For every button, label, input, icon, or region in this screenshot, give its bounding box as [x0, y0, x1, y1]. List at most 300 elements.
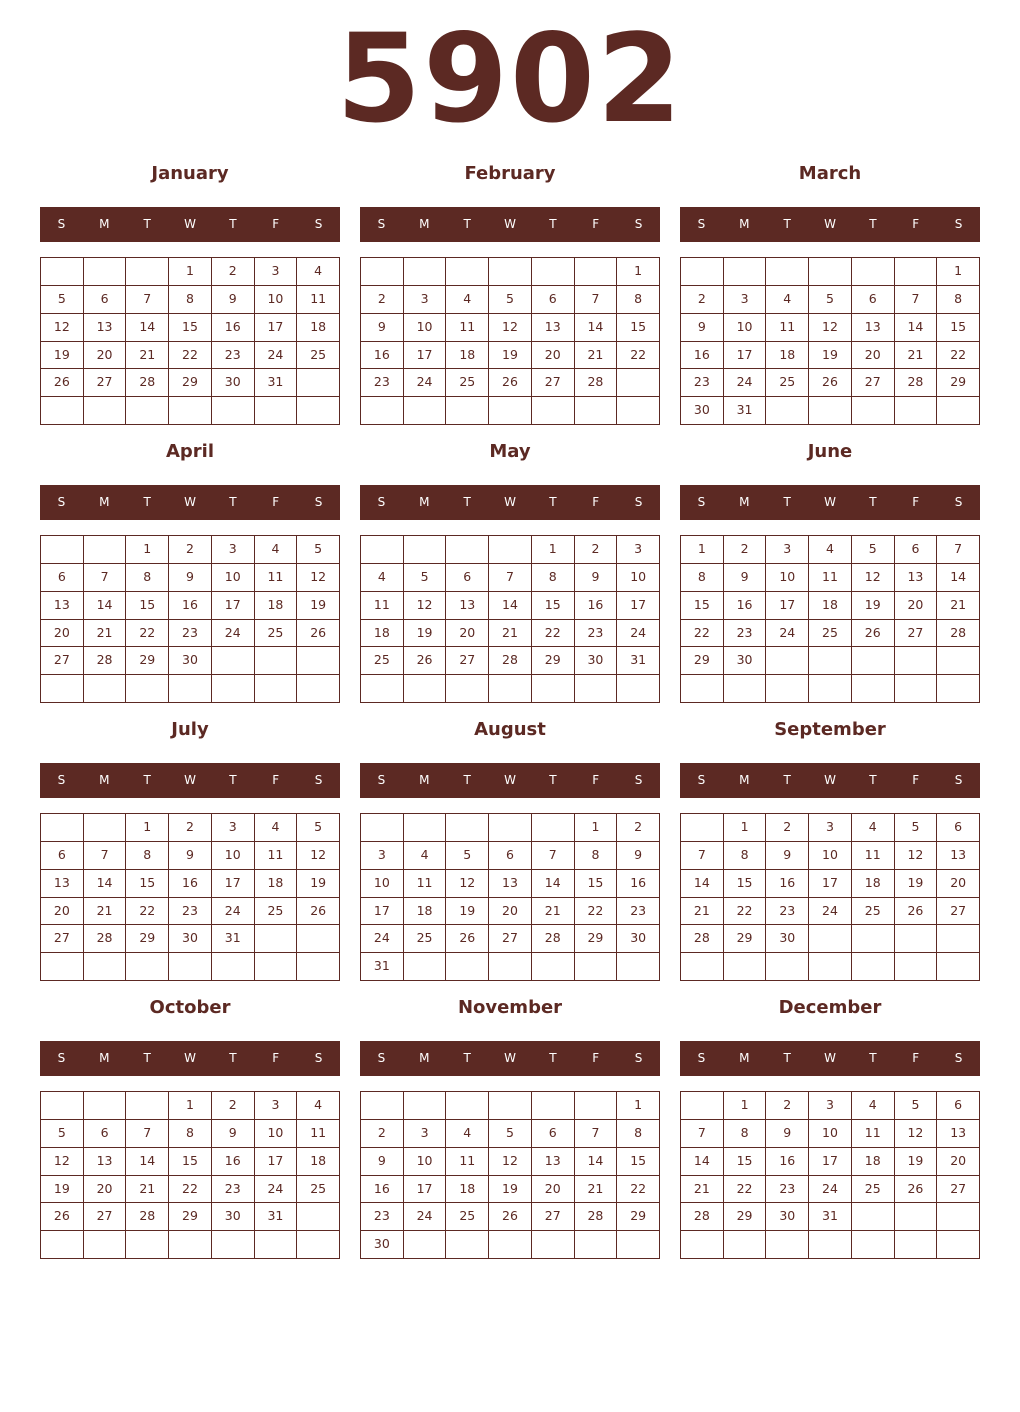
weekday-label: T: [783, 217, 791, 231]
empty-cell: [895, 1231, 938, 1259]
empty-cell: [724, 953, 767, 981]
day-cell: 26: [809, 369, 852, 397]
day-cell: 21: [84, 898, 127, 926]
day-cell: 19: [895, 1148, 938, 1176]
empty-cell: [575, 675, 618, 703]
empty-cell: [41, 953, 84, 981]
day-cell: 20: [489, 898, 532, 926]
day-cell: 20: [84, 342, 127, 370]
day-cell: 15: [681, 592, 724, 620]
month-name: May: [489, 441, 531, 462]
weekday-label: T: [229, 773, 237, 787]
empty-cell: [809, 258, 852, 286]
day-cell: 14: [937, 564, 980, 592]
day-cell: 25: [809, 620, 852, 648]
day-cell: 11: [766, 314, 809, 342]
empty-cell: [617, 397, 660, 425]
empty-cell: [766, 953, 809, 981]
day-cell: 18: [297, 1148, 340, 1176]
day-cell: 29: [126, 925, 169, 953]
empty-cell: [255, 647, 298, 675]
empty-cell: [852, 1203, 895, 1231]
empty-cell: [404, 258, 447, 286]
weekday-label: M: [739, 1051, 750, 1065]
day-cell: 5: [895, 1092, 938, 1120]
empty-cell: [489, 953, 532, 981]
weekday-label: F: [592, 1051, 600, 1065]
day-cell: 7: [126, 1120, 169, 1148]
day-cell: 29: [937, 369, 980, 397]
day-cell: 2: [169, 814, 212, 842]
day-cell: 13: [446, 592, 489, 620]
day-cell: 3: [404, 286, 447, 314]
day-cell: 29: [126, 647, 169, 675]
empty-cell: [681, 1092, 724, 1120]
day-cell: 13: [852, 314, 895, 342]
empty-cell: [532, 1092, 575, 1120]
day-cell: 27: [852, 369, 895, 397]
day-cell: 4: [255, 814, 298, 842]
day-cell: 10: [212, 564, 255, 592]
day-grid: [360, 535, 660, 703]
day-cell: 1: [126, 814, 169, 842]
weekday-header: [680, 763, 980, 798]
empty-cell: [446, 1092, 489, 1120]
day-cell: 6: [446, 564, 489, 592]
weekday-label: W: [504, 773, 516, 787]
day-cell: 14: [84, 592, 127, 620]
day-cell: 18: [852, 1148, 895, 1176]
empty-cell: [446, 1231, 489, 1259]
day-grid: [40, 257, 340, 425]
day-cell: 1: [937, 258, 980, 286]
day-cell: 9: [766, 1120, 809, 1148]
day-cell: 24: [766, 620, 809, 648]
weekday-label: W: [184, 217, 196, 231]
day-cell: 12: [895, 1120, 938, 1148]
weekday-label: S: [634, 1051, 643, 1065]
day-cell: 26: [852, 620, 895, 648]
empty-cell: [489, 1092, 532, 1120]
weekday-header: [40, 485, 340, 520]
weekday-label: T: [549, 1051, 557, 1065]
empty-cell: [617, 1231, 660, 1259]
day-cell: 11: [255, 564, 298, 592]
month-name: December: [778, 997, 882, 1018]
day-cell: 27: [446, 647, 489, 675]
weekday-label: W: [824, 1051, 836, 1065]
day-cell: 28: [895, 369, 938, 397]
day-cell: 14: [575, 314, 618, 342]
weekday-label: W: [504, 1051, 516, 1065]
empty-cell: [297, 397, 340, 425]
day-cell: 5: [41, 286, 84, 314]
day-cell: 26: [446, 925, 489, 953]
empty-cell: [617, 953, 660, 981]
day-cell: 13: [84, 1148, 127, 1176]
day-cell: 13: [489, 870, 532, 898]
day-cell: 6: [532, 286, 575, 314]
weekday-label: M: [419, 773, 430, 787]
day-cell: 20: [532, 1176, 575, 1204]
day-cell: 20: [41, 620, 84, 648]
weekday-label: T: [549, 495, 557, 509]
day-cell: 16: [212, 1148, 255, 1176]
day-cell: 3: [809, 814, 852, 842]
empty-cell: [575, 953, 618, 981]
empty-cell: [297, 1231, 340, 1259]
day-cell: 11: [404, 870, 447, 898]
day-cell: 8: [126, 564, 169, 592]
weekday-label: S: [634, 495, 643, 509]
empty-cell: [41, 397, 84, 425]
month-name: September: [774, 719, 886, 740]
empty-cell: [489, 258, 532, 286]
day-cell: 20: [937, 870, 980, 898]
day-cell: 11: [852, 842, 895, 870]
month-name: October: [149, 997, 231, 1018]
empty-cell: [126, 397, 169, 425]
weekday-label: S: [314, 217, 323, 231]
day-cell: 16: [575, 592, 618, 620]
day-cell: 6: [532, 1120, 575, 1148]
day-cell: 26: [41, 369, 84, 397]
day-cell: 18: [297, 314, 340, 342]
empty-cell: [446, 536, 489, 564]
day-cell: 23: [575, 620, 618, 648]
weekday-header: [40, 1041, 340, 1076]
day-cell: 27: [532, 1203, 575, 1231]
day-cell: 5: [895, 814, 938, 842]
weekday-label: T: [783, 495, 791, 509]
day-cell: 10: [809, 1120, 852, 1148]
weekday-label: S: [697, 773, 706, 787]
day-cell: 22: [617, 342, 660, 370]
day-cell: 7: [575, 286, 618, 314]
day-cell: 27: [84, 369, 127, 397]
empty-cell: [681, 814, 724, 842]
day-cell: 15: [575, 870, 618, 898]
empty-cell: [895, 258, 938, 286]
day-cell: 4: [852, 1092, 895, 1120]
empty-cell: [361, 397, 404, 425]
day-cell: 21: [681, 898, 724, 926]
empty-cell: [297, 1203, 340, 1231]
empty-cell: [84, 1231, 127, 1259]
day-cell: 30: [681, 397, 724, 425]
day-cell: 23: [361, 1203, 404, 1231]
day-cell: 10: [809, 842, 852, 870]
empty-cell: [212, 675, 255, 703]
day-cell: 30: [575, 647, 618, 675]
weekday-label: W: [504, 217, 516, 231]
day-cell: 1: [681, 536, 724, 564]
empty-cell: [41, 1092, 84, 1120]
month-name: February: [464, 163, 556, 184]
weekday-label: M: [419, 495, 430, 509]
day-cell: 13: [84, 314, 127, 342]
day-cell: 12: [297, 564, 340, 592]
day-cell: 4: [361, 564, 404, 592]
day-cell: 30: [169, 925, 212, 953]
day-cell: 17: [361, 898, 404, 926]
weekday-label: S: [954, 1051, 963, 1065]
empty-cell: [255, 397, 298, 425]
empty-cell: [404, 814, 447, 842]
empty-cell: [809, 1231, 852, 1259]
day-cell: 2: [212, 258, 255, 286]
month-name: March: [798, 163, 862, 184]
day-cell: 3: [617, 536, 660, 564]
day-cell: 23: [617, 898, 660, 926]
day-cell: 27: [937, 1176, 980, 1204]
day-cell: 19: [809, 342, 852, 370]
day-cell: 21: [575, 1176, 618, 1204]
day-cell: 25: [255, 620, 298, 648]
empty-cell: [724, 1231, 767, 1259]
day-cell: 1: [126, 536, 169, 564]
day-cell: 21: [575, 342, 618, 370]
weekday-label: M: [99, 495, 110, 509]
day-cell: 10: [766, 564, 809, 592]
empty-cell: [489, 1231, 532, 1259]
day-cell: 19: [446, 898, 489, 926]
day-cell: 5: [297, 814, 340, 842]
day-cell: 15: [937, 314, 980, 342]
day-grid: [680, 1091, 980, 1259]
day-cell: 9: [681, 314, 724, 342]
day-cell: 18: [255, 870, 298, 898]
day-cell: 7: [84, 564, 127, 592]
day-cell: 1: [169, 1092, 212, 1120]
day-cell: 15: [724, 870, 767, 898]
empty-cell: [169, 397, 212, 425]
empty-cell: [809, 675, 852, 703]
day-cell: 29: [681, 647, 724, 675]
day-cell: 12: [809, 314, 852, 342]
day-cell: 25: [852, 898, 895, 926]
day-cell: 19: [489, 1176, 532, 1204]
empty-cell: [532, 814, 575, 842]
empty-cell: [361, 536, 404, 564]
empty-cell: [489, 675, 532, 703]
day-cell: 3: [255, 258, 298, 286]
empty-cell: [169, 953, 212, 981]
day-cell: 9: [212, 1120, 255, 1148]
day-cell: 5: [297, 536, 340, 564]
day-cell: 23: [361, 369, 404, 397]
day-cell: 7: [895, 286, 938, 314]
day-cell: 28: [681, 1203, 724, 1231]
weekday-label: T: [783, 1051, 791, 1065]
empty-cell: [41, 536, 84, 564]
day-cell: 8: [937, 286, 980, 314]
weekday-label: T: [463, 773, 471, 787]
day-cell: 31: [255, 1203, 298, 1231]
day-cell: 13: [895, 564, 938, 592]
day-cell: 16: [169, 870, 212, 898]
weekday-label: S: [377, 773, 386, 787]
day-cell: 28: [937, 620, 980, 648]
day-cell: 5: [446, 842, 489, 870]
day-cell: 28: [489, 647, 532, 675]
day-cell: 17: [724, 342, 767, 370]
day-cell: 20: [852, 342, 895, 370]
empty-cell: [724, 675, 767, 703]
empty-cell: [575, 1231, 618, 1259]
day-cell: 14: [126, 1148, 169, 1176]
day-cell: 1: [724, 1092, 767, 1120]
day-cell: 27: [84, 1203, 127, 1231]
day-cell: 9: [766, 842, 809, 870]
month-name: June: [807, 441, 853, 462]
day-cell: 20: [532, 342, 575, 370]
day-cell: 20: [84, 1176, 127, 1204]
day-cell: 11: [446, 1148, 489, 1176]
day-cell: 22: [724, 898, 767, 926]
day-cell: 12: [297, 842, 340, 870]
day-cell: 7: [84, 842, 127, 870]
day-cell: 10: [255, 1120, 298, 1148]
weekday-label: F: [272, 773, 280, 787]
day-cell: 11: [255, 842, 298, 870]
empty-cell: [532, 397, 575, 425]
day-cell: 8: [169, 286, 212, 314]
empty-cell: [681, 675, 724, 703]
day-cell: 14: [489, 592, 532, 620]
weekday-label: W: [184, 773, 196, 787]
weekday-label: T: [869, 773, 877, 787]
day-cell: 26: [41, 1203, 84, 1231]
empty-cell: [895, 647, 938, 675]
day-cell: 15: [169, 314, 212, 342]
day-cell: 12: [895, 842, 938, 870]
empty-cell: [937, 1203, 980, 1231]
day-cell: 6: [84, 1120, 127, 1148]
day-cell: 21: [84, 620, 127, 648]
day-cell: 10: [404, 1148, 447, 1176]
day-cell: 28: [681, 925, 724, 953]
day-cell: 10: [212, 842, 255, 870]
weekday-header: [680, 207, 980, 242]
day-cell: 23: [724, 620, 767, 648]
day-cell: 2: [724, 536, 767, 564]
day-cell: 2: [361, 1120, 404, 1148]
empty-cell: [852, 1231, 895, 1259]
day-cell: 12: [41, 1148, 84, 1176]
day-cell: 4: [446, 1120, 489, 1148]
empty-cell: [766, 647, 809, 675]
day-cell: 18: [255, 592, 298, 620]
day-cell: 10: [255, 286, 298, 314]
day-cell: 29: [575, 925, 618, 953]
day-cell: 4: [446, 286, 489, 314]
day-cell: 6: [937, 814, 980, 842]
day-cell: 2: [212, 1092, 255, 1120]
empty-cell: [404, 397, 447, 425]
day-cell: 22: [724, 1176, 767, 1204]
weekday-label: W: [184, 1051, 196, 1065]
day-cell: 27: [937, 898, 980, 926]
empty-cell: [212, 1231, 255, 1259]
day-cell: 11: [361, 592, 404, 620]
day-cell: 16: [212, 314, 255, 342]
day-cell: 13: [41, 870, 84, 898]
day-cell: 26: [895, 1176, 938, 1204]
weekday-header: [360, 763, 660, 798]
weekday-header: [40, 763, 340, 798]
empty-cell: [84, 536, 127, 564]
empty-cell: [41, 1231, 84, 1259]
day-cell: 5: [852, 536, 895, 564]
day-cell: 10: [361, 870, 404, 898]
day-cell: 3: [212, 536, 255, 564]
day-cell: 9: [169, 842, 212, 870]
empty-cell: [937, 675, 980, 703]
weekday-label: W: [824, 495, 836, 509]
weekday-label: M: [99, 217, 110, 231]
day-cell: 12: [446, 870, 489, 898]
empty-cell: [255, 675, 298, 703]
weekday-label: S: [697, 495, 706, 509]
day-cell: 26: [404, 647, 447, 675]
day-cell: 14: [84, 870, 127, 898]
day-cell: 16: [361, 342, 404, 370]
empty-cell: [361, 258, 404, 286]
day-cell: 16: [169, 592, 212, 620]
day-cell: 6: [895, 536, 938, 564]
day-cell: 18: [809, 592, 852, 620]
day-cell: 16: [766, 870, 809, 898]
day-cell: 15: [126, 592, 169, 620]
empty-cell: [361, 814, 404, 842]
day-cell: 25: [446, 369, 489, 397]
day-cell: 9: [169, 564, 212, 592]
weekday-label: S: [634, 773, 643, 787]
day-cell: 2: [617, 814, 660, 842]
day-cell: 22: [681, 620, 724, 648]
day-cell: 31: [212, 925, 255, 953]
empty-cell: [84, 397, 127, 425]
weekday-label: F: [912, 495, 920, 509]
empty-cell: [489, 536, 532, 564]
empty-cell: [895, 1203, 938, 1231]
day-cell: 16: [766, 1148, 809, 1176]
day-cell: 4: [766, 286, 809, 314]
weekday-header: [680, 1041, 980, 1076]
day-cell: 29: [532, 647, 575, 675]
day-cell: 4: [852, 814, 895, 842]
empty-cell: [937, 1231, 980, 1259]
empty-cell: [404, 1231, 447, 1259]
day-cell: 8: [617, 1120, 660, 1148]
day-cell: 10: [617, 564, 660, 592]
empty-cell: [937, 953, 980, 981]
day-cell: 7: [681, 842, 724, 870]
empty-cell: [255, 925, 298, 953]
day-cell: 24: [255, 342, 298, 370]
day-cell: 24: [404, 1203, 447, 1231]
empty-cell: [809, 647, 852, 675]
weekday-label: T: [869, 495, 877, 509]
day-cell: 4: [255, 536, 298, 564]
day-cell: 23: [766, 1176, 809, 1204]
empty-cell: [575, 258, 618, 286]
day-cell: 22: [169, 1176, 212, 1204]
day-cell: 11: [809, 564, 852, 592]
empty-cell: [212, 647, 255, 675]
weekday-label: T: [463, 1051, 471, 1065]
